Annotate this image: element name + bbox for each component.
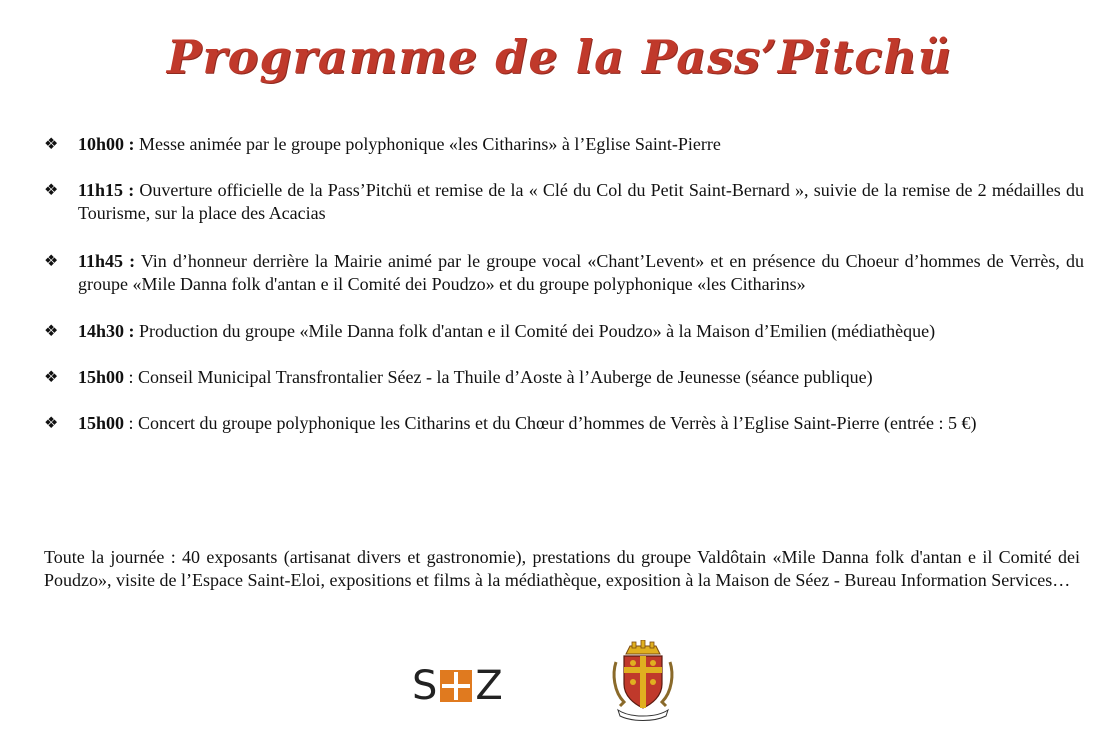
page-title: Programme de la Pass’Pitchü xyxy=(166,30,953,84)
program-time: 15h00 xyxy=(78,367,125,387)
program-text: Ouverture officielle de la Pass’Pitchü et remise de la « Clé du Col du Petit Saint-Bernard », suivie de la remise de 2 médailles du Tourisme, sur la place des Acacias xyxy=(78,180,1085,223)
program-item xyxy=(44,366,1084,389)
seez-logo xyxy=(412,662,503,710)
program-item xyxy=(44,133,1084,156)
coat-of-arms-icon xyxy=(610,640,676,722)
program-time: 11h15 : xyxy=(78,180,135,200)
program-item xyxy=(44,320,1084,343)
diamond-bullet-icon: ❖ xyxy=(44,136,59,153)
program-text: : Conseil Municipal Transfrontalier Séez - la Thuile d’Aoste à l’Auberge de Jeunesse (séance publique) xyxy=(124,367,873,387)
program-text: Messe animée par le groupe polyphonique «les Citharins» à l’Eglise Saint-Pierre xyxy=(134,134,721,154)
program-text: Vin d’honneur derrière la Mairie animé par le groupe vocal «Chant’Levent» et en présence du Choeur d’hommes de Verrès, du groupe «Mile Danna folk d'antan e il Comité dei Poudzo» et du groupe polyphonique «les Citharins» xyxy=(78,251,1084,294)
program-time: 14h30 : xyxy=(78,321,135,341)
diamond-bullet-icon: ❖ xyxy=(44,182,59,199)
program-item xyxy=(44,250,1084,296)
program-text: Production du groupe «Mile Danna folk d'antan e il Comité dei Poudzo» à la Maison d’Emilien (médiathèque) xyxy=(134,321,936,341)
footer-text: Toute la journée : 40 exposants (artisanat divers et gastronomie), prestations du groupe Valdôtain «Mile Danna folk d'antan e il Comité dei Poudzo», visite de l’Espace Saint-Eloi, expositions et films à la médiathèque, exposition à la Maison de Séez - Bureau Information Services… xyxy=(44,547,1080,590)
logo-letter-z: Z xyxy=(475,663,503,709)
diamond-bullet-icon: ❖ xyxy=(44,415,59,432)
cross-square-icon xyxy=(440,670,472,702)
program-text: : Concert du groupe polyphonique les Citharins et du Chœur d’hommes de Verrès à l’Eglise Saint-Pierre (entrée : 5 €) xyxy=(124,413,977,433)
program-time: 11h45 : xyxy=(78,251,136,271)
program-time: 10h00 : xyxy=(78,134,135,154)
program-time: 15h00 xyxy=(78,413,125,433)
program-item xyxy=(44,179,1084,225)
diamond-bullet-icon: ❖ xyxy=(44,323,59,340)
diamond-bullet-icon: ❖ xyxy=(44,369,59,386)
program-list xyxy=(44,133,1084,458)
program-item xyxy=(44,412,1084,435)
logo-letter-s: S xyxy=(412,663,438,709)
diamond-bullet-icon: ❖ xyxy=(44,253,59,270)
